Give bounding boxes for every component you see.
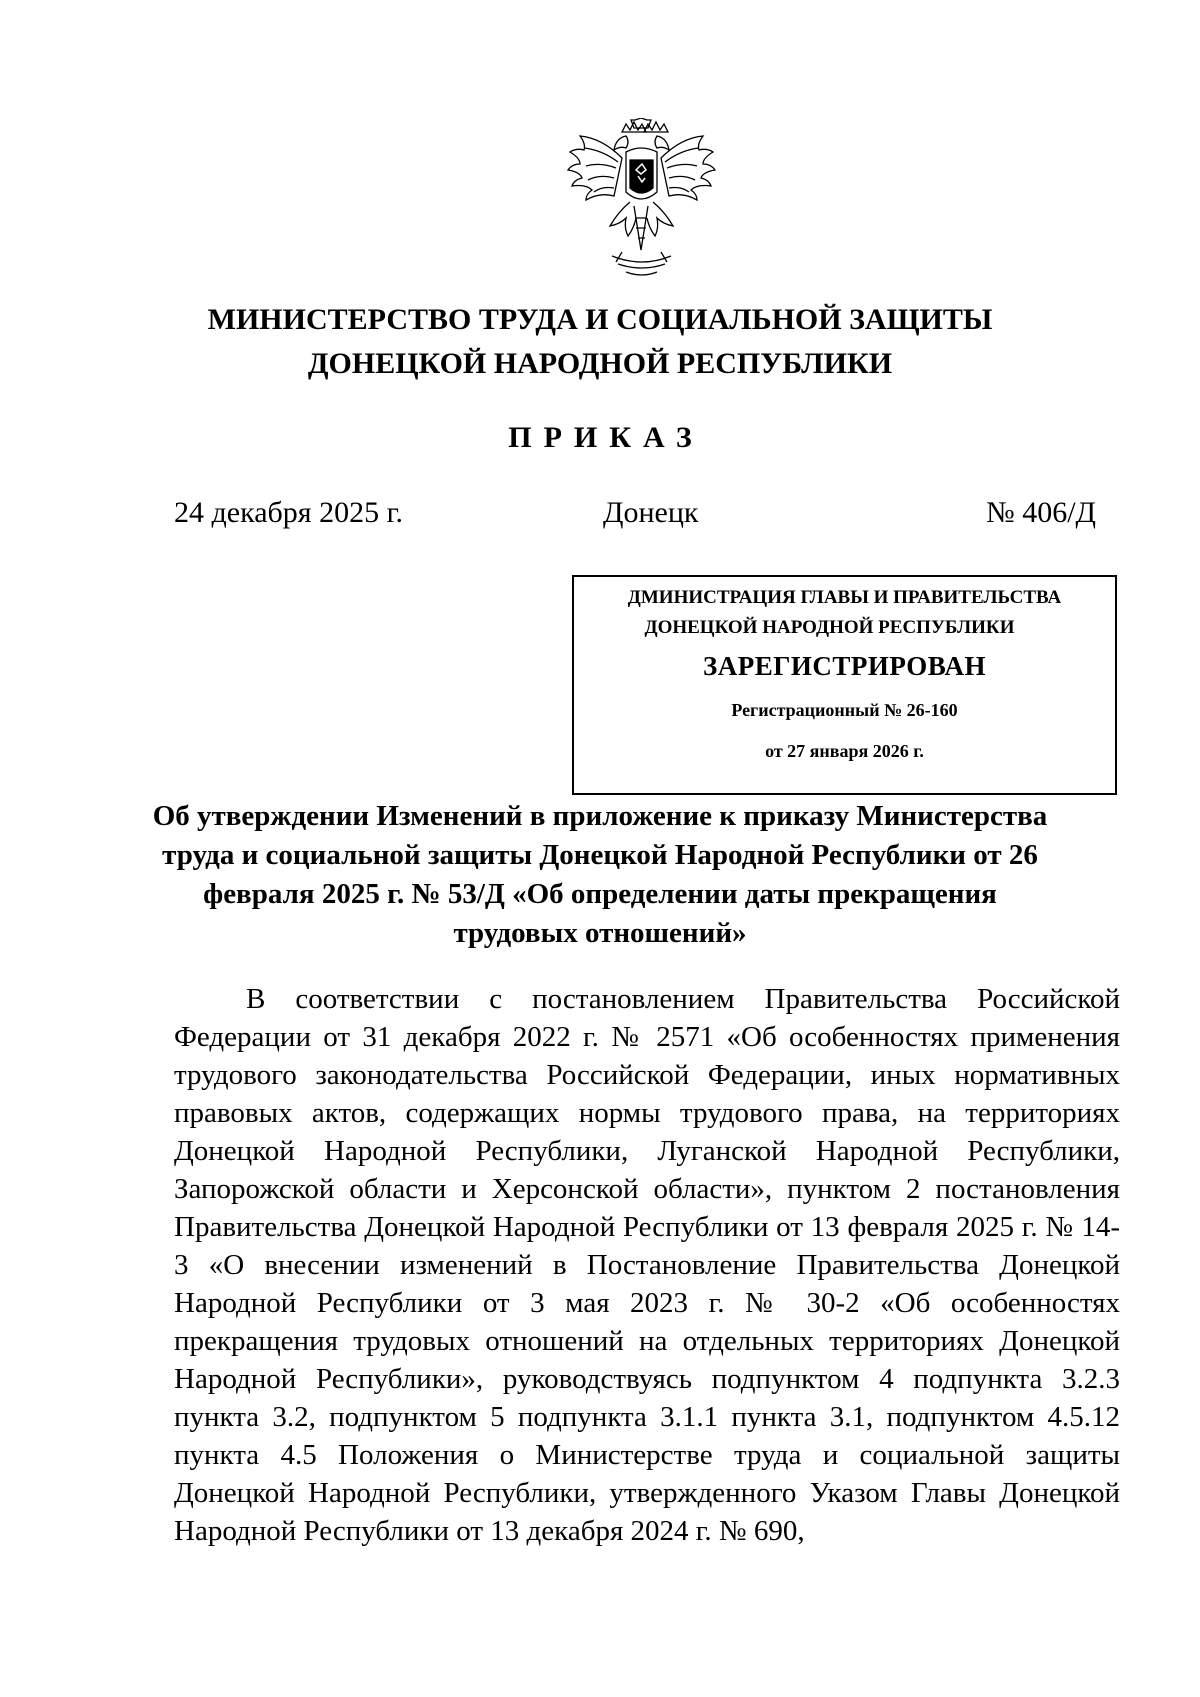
document-type: ПРИКАЗ bbox=[508, 421, 704, 454]
body-paragraph: В соответствии с постановлением Правительства Российской Федерации от 31 декабря 2022 г. № 2571 «Об особенностях применения трудового законодательства Российской Федерации, иных нормативных правовых актов, содержащих нормы трудового права, на территориях Донецкой Народной Республики, Луганской Народной Республики, Запорожской области и Херсонской области», пунктом 2 постановления Правительства Донецкой Народной Республики от 13 февраля 2025 г. № 14-3 «О внесении изменений в Постановление Правительства Донецкой Народной Республики от 3 мая 2023 г. № 30-2 «Об особенностях прекращения трудовых отношений на отдельных территориях Донецкой Народной Республики», руководствуясь подпунктом 4 подпункта 3.2.3 пункта 3.2, подпунктом 5 подпункта 3.1.1 пункта 3.1, подпунктом 4.5.12 пункта 4.5 Положения о Министерстве труда и социальной защиты Донецкой Народной Республики, утвержденного Указом Главы Донецкой Народной Республики от 13 декабря 2024 г. № 690, bbox=[174, 983, 1120, 1547]
stamp-org-line-2: ДОНЕЦКОЙ НАРОДНОЙ РЕСПУБЛИКИ bbox=[644, 617, 1015, 638]
stamp-registration-number: Регистрационный № 26-160 bbox=[731, 700, 958, 720]
organization-name bbox=[0, 298, 1200, 386]
document-date: 24 декабря 2025 г. bbox=[174, 496, 403, 529]
stamp-date: от 27 января 2026 г. bbox=[765, 741, 924, 761]
document-title: Об утверждении Изменений в приложение к приказу Министерства труда и социальной защиты Донецкой Народной Республики от 26 февраля 2025 г. № 53/Д «Об определении даты прекращения трудовых отношений» bbox=[152, 800, 1048, 949]
registration-stamp bbox=[572, 575, 1117, 795]
stamp-org-line-1: ДМИНИСТРАЦИЯ ГЛАВЫ И ПРАВИТЕЛЬСТВА bbox=[627, 587, 1062, 608]
document-number: № 406/Д bbox=[986, 496, 1096, 529]
organization-line-1: МИНИСТЕРСТВО ТРУДА И СОЦИАЛЬНОЙ ЗАЩИТЫ bbox=[207, 303, 993, 336]
organization-line-2: ДОНЕЦКОЙ НАРОДНОЙ РЕСПУБЛИКИ bbox=[307, 347, 893, 380]
document-city: Донецк bbox=[603, 496, 699, 529]
stamp-status: ЗАРЕГИСТРИРОВАН bbox=[702, 651, 987, 681]
coat-of-arms-icon bbox=[560, 118, 723, 283]
stamp-organization bbox=[574, 583, 1115, 643]
